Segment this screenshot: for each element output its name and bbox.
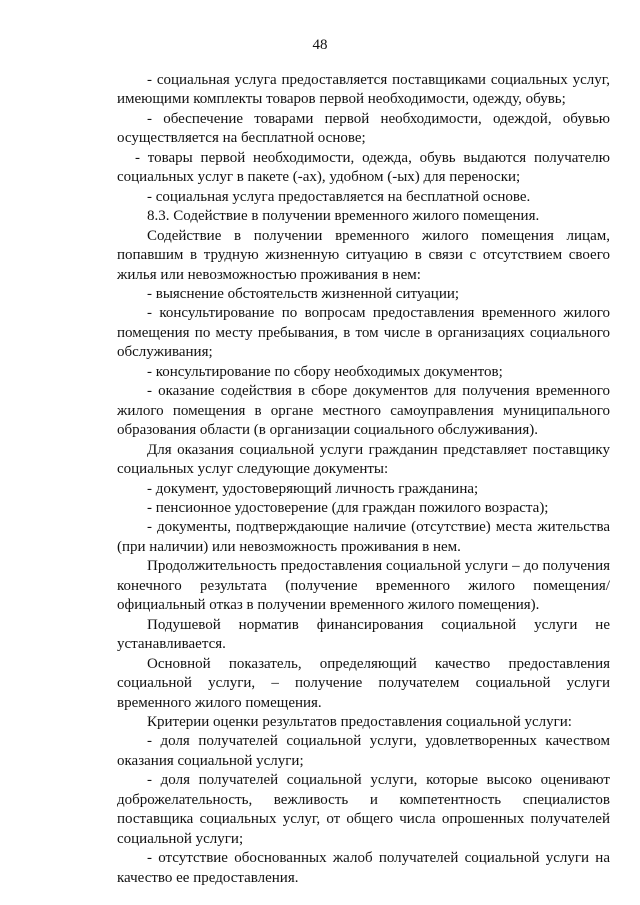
paragraph: Подушевой норматив финансирования социальной услуги не устанавливается.: [117, 616, 610, 653]
paragraph: Для оказания социальной услуги гражданин представляет поставщику социальных услуг следующие документы:: [117, 441, 610, 478]
paragraph: - социальная услуга предоставляется на бесплатной основе.: [147, 188, 531, 205]
paragraph: Критерии оценки результатов предоставления социальной услуги:: [147, 713, 572, 730]
paragraph: - отсутствие обоснованных жалоб получателей социальной услуги на качество ее предоставления.: [117, 850, 610, 886]
paragraph: - документы, подтверждающие наличие (отсутствие) места жительства (при наличии) или невозможность проживания в нем.: [117, 519, 610, 555]
paragraph: - консультирование по вопросам предоставления временного жилого помещения по месту пребывания, в том числе в организациях социального обслуживания;: [117, 305, 610, 361]
paragraph: - пенсионное удостоверение (для граждан пожилого возраста);: [147, 499, 549, 516]
page-number: 48: [312, 37, 328, 53]
paragraph: - доля получателей социальной услуги, удовлетворенных качеством оказания социальной услуги;: [117, 733, 610, 769]
paragraph: - документ, удостоверяющий личность гражданина;: [147, 480, 479, 497]
paragraph: - оказание содействия в сборе документов для получения временного жилого помещения в органе местного самоуправления муниципального образования области (в организации социального обслуживания).: [117, 383, 610, 439]
paragraph: Продолжительность предоставления социальной услуги – до получения конечного результата (получение временного жилого помещения/ официальный отказ в получении временного жилого помещения).: [117, 558, 610, 614]
document-body: [117, 71, 610, 888]
paragraph: Содействие в получении временного жилого помещения лицам, попавшим в трудную жизненную ситуацию в связи с отсутствием своего жилья или невозможностью проживания в нем:: [117, 227, 610, 283]
paragraph: - обеспечение товарами первой необходимости, одеждой, обувью осуществляется на бесплатной основе;: [117, 110, 610, 147]
paragraph: - доля получателей социальной услуги, которые высоко оценивают доброжелательность, вежливость и компетентность специалистов поставщика социальных услуг, от общего числа опрошенных получателей социальной услуги;: [117, 772, 610, 847]
paragraph: - товары первой необходимости, одежда, обувь выдаются получателю социальных услуг в пакете (-ах), удобном (-ых) для переноски;: [117, 149, 610, 186]
section-heading: 8.3. Содействие в получении временного жилого помещения.: [147, 208, 540, 225]
paragraph: - выяснение обстоятельств жизненной ситуации;: [147, 285, 460, 302]
paragraph: Основной показатель, определяющий качество предоставления социальной услуги, – получение получателем социальной услуги временного жилого помещения.: [117, 655, 610, 711]
paragraph: - консультирование по сбору необходимых документов;: [147, 363, 503, 380]
paragraph: - социальная услуга предоставляется поставщиками социальных услуг, имеющими комплекты товаров первой необходимости, одежду, обувь;: [117, 72, 610, 108]
